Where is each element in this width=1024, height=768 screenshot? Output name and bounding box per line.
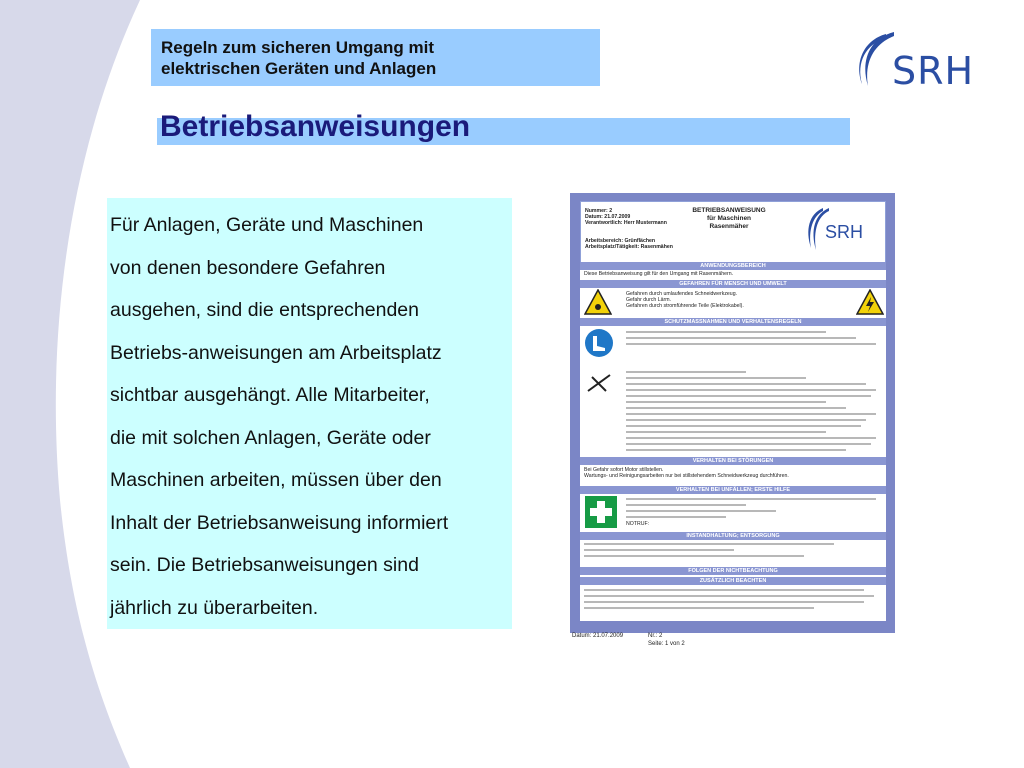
doc-section-header: VERHALTEN BEI UNFÄLLEN; ERSTE HILFE (580, 486, 886, 494)
doc-text-line (626, 371, 746, 373)
doc-section-header: FOLGEN DER NICHTBEACHTUNG (580, 567, 886, 575)
doc-text-line (626, 449, 846, 451)
doc-text-line (626, 413, 876, 415)
doc-text-line (584, 549, 734, 551)
doc-heading: für Maschinen (706, 215, 752, 222)
body-line: jährlich zu überarbeiten. (110, 596, 319, 619)
doc-heading: Rasenmäher (709, 223, 749, 230)
doc-meta: Verantwortlich: Herr Mustermann (585, 220, 667, 226)
doc-text-line (626, 343, 876, 345)
doc-section-header: ANWENDUNGSBEREICH (580, 262, 886, 270)
doc-text-line (626, 407, 846, 409)
doc-text-line (626, 401, 826, 403)
doc-text-line (626, 419, 866, 421)
warning-icon (584, 289, 612, 315)
no-hands-icon (586, 371, 612, 395)
electric-hazard-icon (856, 289, 884, 315)
body-line: die mit solchen Anlagen, Geräte oder (110, 426, 431, 449)
doc-text-line (584, 589, 864, 591)
doc-meta: Nummer: 2 (585, 208, 613, 214)
doc-notruf: NOTRUF: (626, 521, 650, 527)
doc-text-line (626, 389, 876, 391)
doc-text-line (626, 425, 861, 427)
doc-text-line (626, 383, 866, 385)
header-line-2: elektrischen Geräten und Anlagen (161, 59, 437, 78)
doc-text-line (584, 601, 864, 603)
header-line-1: Regeln zum sicheren Umgang mit (161, 38, 434, 57)
doc-meta: Arbeitsbereich: Grünflächen (585, 238, 656, 244)
doc-section-header: INSTANDHALTUNG; ENTSORGUNG (580, 532, 886, 540)
doc-text-line (626, 443, 871, 445)
doc-heading: BETRIEBSANWEISUNG (692, 207, 766, 214)
doc-text-line (626, 377, 806, 379)
doc-text-line (584, 543, 834, 545)
doc-section-text: Gefahren durch umlaufendes Schneidwerkzeug. (626, 291, 738, 297)
body-line: Für Anlagen, Geräte und Maschinen (110, 214, 424, 236)
header-box (151, 29, 600, 86)
doc-text-line (626, 437, 876, 439)
doc-footer-nr: Nr.: 2 (648, 633, 663, 639)
doc-logo-text: SRH (825, 222, 864, 242)
doc-text-line (626, 337, 856, 339)
doc-text-line (584, 607, 814, 609)
body-line: Betriebs-anweisungen am Arbeitsplatz (110, 341, 442, 364)
body-line: ausgehen, sind die entsprechenden (110, 299, 419, 321)
doc-header-block (580, 201, 886, 269)
doc-footer-date: Datum: 21.07.2009 (572, 633, 624, 639)
doc-section-text: Gefahr durch Lärm. (626, 297, 671, 303)
first-aid-icon (584, 495, 618, 529)
doc-text-line (626, 431, 826, 433)
doc-meta: Datum: 21.07.2009 (585, 214, 631, 220)
doc-section-text: Diese Betriebsanweisung gilt für den Umgang mit Rasenmähern. (584, 271, 734, 277)
doc-section-text: Bei Gefahr sofort Motor stillstellen. (584, 467, 664, 473)
doc-text-line (626, 510, 776, 512)
body-text-box (107, 198, 512, 629)
doc-section-text: Wartungs- und Reinigungsarbeiten nur bei stillstehendem Schneidwerkzeug durchführen. (584, 473, 789, 479)
document-page (580, 201, 886, 621)
body-line: Maschinen arbeiten, müssen über den (110, 469, 442, 491)
doc-section-header: ZUSÄTZLICH BEACHTEN (580, 577, 886, 585)
body-line: von denen besondere Gefahren (110, 256, 386, 279)
doc-meta: Arbeitsplatz/Tätigkeit: Rasenmähen (585, 244, 673, 250)
doc-section-header: SCHUTZMASSNAHMEN UND VERHALTENSREGELN (580, 318, 886, 326)
doc-text-line (584, 595, 874, 597)
doc-text-line (626, 331, 826, 333)
doc-section-text: Gefahren durch stromführende Teile (Elektrokabel). (626, 303, 744, 309)
doc-text-line (584, 555, 804, 557)
body-line: Inhalt der Betriebsanweisung informiert (110, 511, 449, 534)
doc-section-header: GEFAHREN FÜR MENSCH UND UMWELT (580, 280, 886, 288)
doc-section-header: VERHALTEN BEI STÖRUNGEN (580, 457, 886, 465)
body-line: sein. Die Betriebsanweisungen sind (110, 554, 419, 576)
doc-footer-page: Seite: 1 von 2 (648, 641, 685, 647)
betriebsanweisung-document-thumbnail (570, 193, 895, 633)
doc-text-line (626, 498, 876, 500)
doc-text-line (626, 516, 726, 518)
doc-text-line (626, 395, 871, 397)
page-title: Betriebsanweisungen (160, 110, 471, 143)
protective-boots-icon (584, 328, 614, 358)
srh-logo-text: SRH (892, 49, 975, 93)
doc-text-line (626, 504, 746, 506)
body-line: sichtbar ausgehängt. Alle Mitarbeiter, (110, 384, 430, 406)
